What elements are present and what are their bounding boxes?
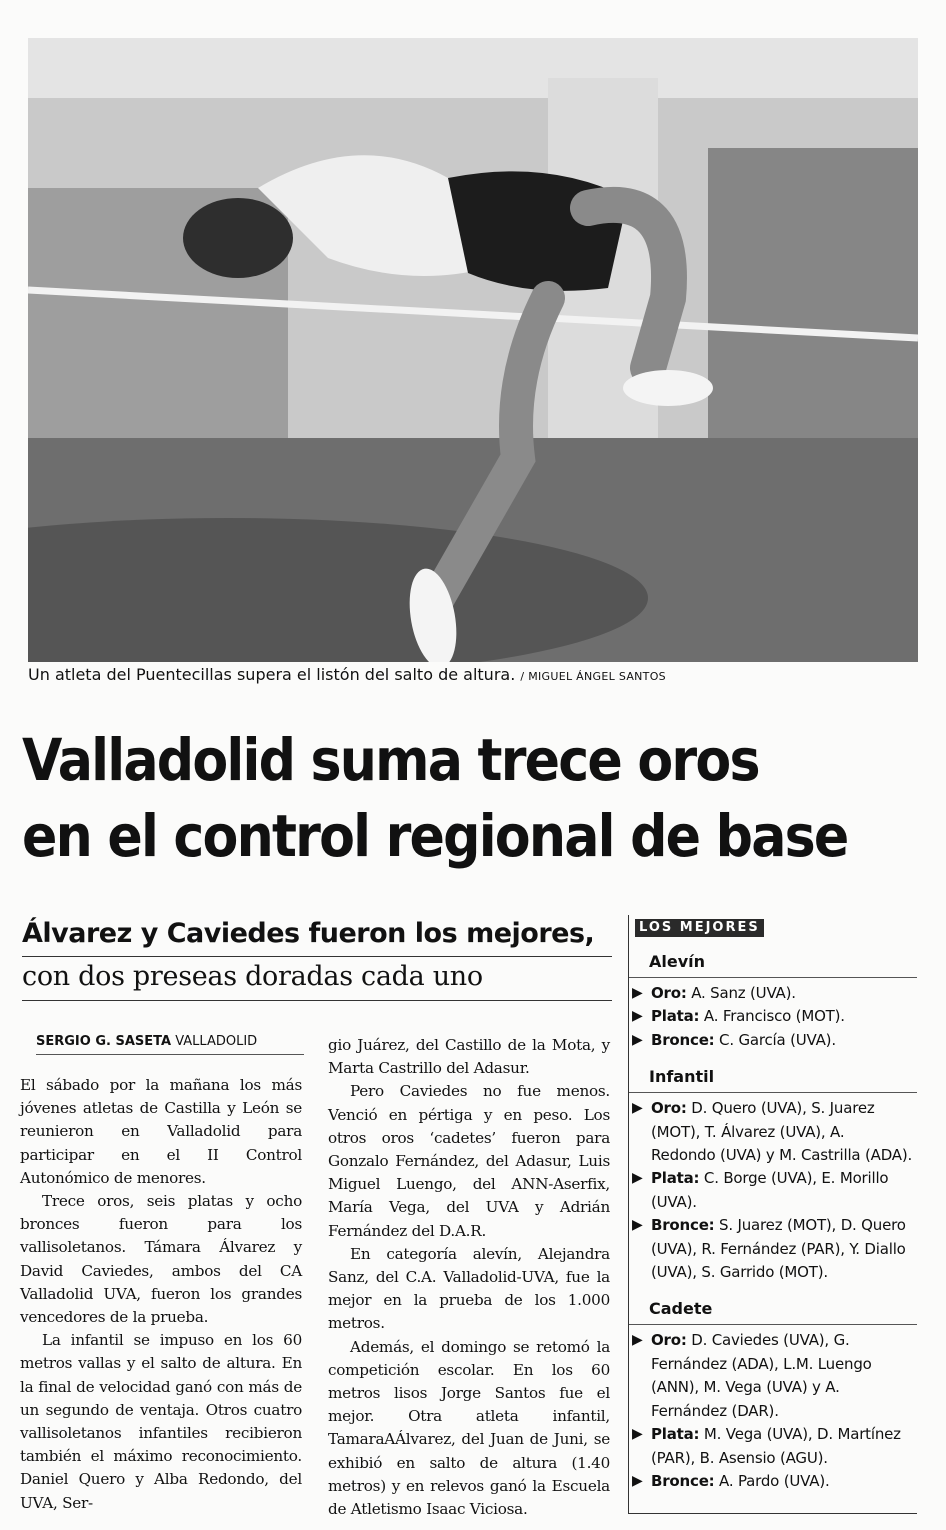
medal-winners: A. Sanz (UVA). — [686, 984, 796, 1002]
headline-line-2: en el control regional de base — [22, 802, 848, 870]
article-paragraph: El sábado por la mañana los más jóvenes atletas de Castilla y León se reunieron en Valladolid para participar en el II Control Autonómico de menores. — [20, 1076, 302, 1187]
result-entry — [629, 1423, 917, 1470]
category-heading: Alevín — [629, 951, 917, 978]
triangle-right-icon: ▶ — [632, 1472, 643, 1489]
article-column-2 — [328, 1034, 610, 1521]
high-jump-athlete-icon — [28, 38, 918, 662]
medal-label: Plata: — [651, 1007, 700, 1026]
triangle-right-icon: ▶ — [632, 1031, 643, 1048]
photo-caption — [28, 664, 918, 688]
byline-location: VALLADOLID — [175, 1034, 258, 1049]
high-jump-photo — [28, 38, 918, 662]
triangle-right-icon: ▶ — [632, 985, 643, 1001]
medal-winners: A. Francisco (MOT). — [699, 1007, 845, 1026]
photo-credit: / MIGUEL ÁNGEL SANTOS — [520, 670, 666, 683]
triangle-right-icon: ▶ — [632, 1332, 643, 1349]
sidebar-title: LOS MEJORES — [635, 919, 764, 937]
result-entry — [629, 1329, 917, 1423]
category-infantil — [629, 1066, 917, 1284]
medal-winners: M. Vega (UVA), D. Martínez (PAR), B. Asensio (AGU). — [651, 1425, 901, 1467]
triangle-right-icon: ▶ — [632, 1170, 643, 1187]
category-cadete — [629, 1298, 917, 1493]
byline — [36, 1030, 304, 1055]
category-alevin — [629, 951, 917, 1052]
result-entry — [629, 1167, 917, 1214]
triangle-right-icon: ▶ — [632, 1100, 643, 1117]
article-paragraph: Trece oros, seis platas y ocho bronces fueron para los vallisoletanos. Támara Álvarez y David Caviedes, ambos del CA Valladolid UVA, fueron los grandes vencedores de la prueba. — [20, 1192, 302, 1327]
article-paragraph: En categoría alevín, Alejandra Sanz, del C.A. Valladolid-UVA, fue la mejor en la prueba de los 1.000 metros. — [328, 1244, 610, 1333]
result-entry — [629, 1470, 917, 1493]
medal-label: Bronce: — [651, 1030, 715, 1049]
article-column-1 — [20, 1074, 302, 1515]
medal-winners: A. Pardo (UVA). — [714, 1471, 830, 1490]
medal-label: Oro: — [651, 1099, 687, 1118]
headline-line-1: Valladolid suma trece oros — [22, 726, 759, 794]
subheadline-line-1: Álvarez y Caviedes fueron los mejores, — [22, 914, 612, 957]
triangle-right-icon: ▶ — [632, 1217, 643, 1234]
triangle-right-icon: ▶ — [632, 1008, 643, 1025]
article-paragraph: La infantil se impuso en los 60 metros vallas y el salto de altura. En la final de velocidad ganó con más de un segundo de ventaja. Otros cuatro vallisoletanos infantiles recibieron también el máximo reconocimiento. Daniel Quero y Alba Redondo, del UVA, Ser- — [20, 1331, 302, 1512]
medal-winners: D. Quero (UVA), S. Juarez (MOT), T. Álvarez (UVA), A. Redondo (UVA) y M. Castrilla (ADA). — [651, 1099, 913, 1165]
medal-winners: D. Caviedes (UVA), G. Fernández (ADA), L.M. Luengo (ANN), M. Vega (UVA) y A. Fernández (DAR). — [651, 1331, 872, 1420]
result-entry — [629, 1005, 917, 1028]
article-paragraph: Además, el domingo se retomó la competición escolar. En los 60 metros lisos Jorge Santos fue el mejor. Otra atleta infantil, TamaraAÁlvarez, del Juan de Juni, se exhibió en salto de altura (1.40 metros) y en relevos ganó la Escuela de Atletismo Isaac Viciosa. — [328, 1337, 610, 1519]
medal-winners: C. Borge (UVA), E. Morillo (UVA). — [651, 1169, 889, 1211]
medal-label: Bronce: — [651, 1216, 715, 1235]
results-sidebar — [628, 915, 917, 1514]
medal-label: Plata: — [651, 1425, 700, 1444]
result-entry — [629, 1214, 917, 1284]
result-entry — [629, 1097, 917, 1167]
article-paragraph: gio Juárez, del Castillo de la Mota, y Marta Castrillo del Adasur. — [328, 1036, 610, 1078]
caption-text: Un atleta del Puentecillas supera el listón del salto de altura. — [28, 665, 516, 684]
triangle-right-icon: ▶ — [632, 1426, 643, 1443]
subheadline-line-2: con dos preseas doradas cada uno — [22, 958, 612, 1001]
headline — [22, 722, 848, 874]
category-heading: Infantil — [629, 1066, 917, 1093]
result-entry — [629, 1029, 917, 1052]
category-heading: Cadete — [629, 1298, 917, 1325]
byline-author: SERGIO G. SASETA — [36, 1034, 172, 1049]
medal-winners: C. García (UVA). — [714, 1030, 836, 1049]
result-entry — [629, 982, 917, 1005]
medal-label: Oro: — [651, 1331, 687, 1350]
medal-label: Bronce: — [651, 1471, 715, 1490]
article-paragraph: Pero Caviedes no fue menos. Venció en pértiga y en peso. Los otros oros ‘cadetes’ fueron para Gonzalo Fernández, del Adasur, Luis Miguel Luengo, del ANN-Aserfix, María Vega, del UVA y Adrián Fernández del D.A.R. — [328, 1082, 610, 1240]
medal-winners: S. Juarez (MOT), D. Quero (UVA), R. Fernández (PAR), Y. Diallo (UVA), S. Garrido (MOT). — [651, 1216, 906, 1282]
medal-label: Plata: — [651, 1169, 700, 1188]
medal-label: Oro: — [651, 984, 687, 1002]
